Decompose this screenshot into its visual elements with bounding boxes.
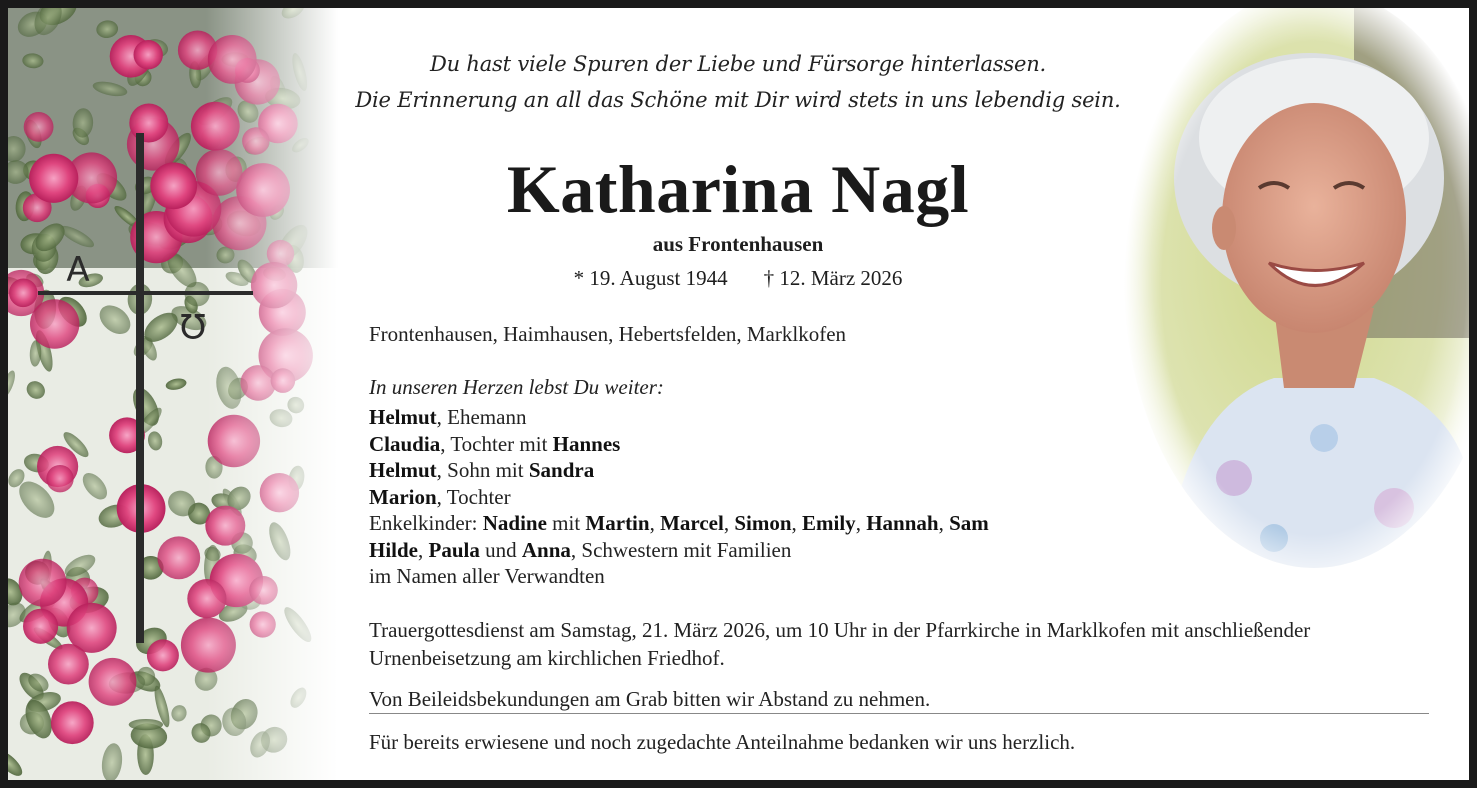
places-line: Frontenhausen, Haimhausen, Hebertsfelden, Marklkofen [369, 322, 847, 346]
quote-line-1: Du hast viele Spuren der Liebe und Fürsorge hinterlassen. [429, 52, 1047, 76]
omega-symbol: Ω [180, 305, 206, 345]
family-list [369, 404, 989, 590]
rose-cross-image [8, 8, 338, 780]
portrait-photo [1124, 8, 1469, 568]
family-line: Claudia, Tochter mit Hannes [369, 431, 621, 456]
family-intro: In unseren Herzen lebst Du weiter: [369, 375, 664, 399]
deceased-name: Katharina Nagl [506, 151, 970, 227]
thanks-note: Für bereits erwiesene und noch zugedachte Anteilnahme bedanken wir uns herzlich. [369, 730, 1076, 754]
cross-horizontal [38, 291, 253, 295]
funeral-service-info: Trauergottesdienst am Samstag, 21. März 2026, um 10 Uhr in der Pfarrkirche in Marklkofen mit anschließender Urnenbeisetzung am kirchlichen Friedhof. [369, 618, 1311, 670]
life-dates [338, 266, 1138, 291]
alpha-symbol: A [66, 250, 90, 290]
family-line-relatives: im Namen aller Verwandten [369, 564, 605, 588]
family-line: Helmut, Ehemann [369, 405, 527, 429]
birth-date: * 19. August 1944 [573, 266, 728, 290]
condolence-note: Von Beileidsbekundungen am Grab bitten wir Abstand zu nehmen. [369, 687, 931, 711]
quote-line-2: Die Erinnerung an all das Schöne mit Dir wird stets in uns lebendig sein. [355, 88, 1121, 112]
deceased-origin: aus Frontenhausen [652, 232, 824, 256]
divider [369, 713, 1429, 714]
cross-vertical [136, 133, 144, 643]
family-line-sisters: Hilde, Paula und Anna, Schwestern mit Familien [369, 537, 792, 562]
family-line: Helmut, Sohn mit Sandra [369, 458, 595, 482]
family-line-grandchildren: Enkelkinder: Nadine mit Martin, Marcel, Simon, Emily, Hannah, Sam [369, 511, 989, 535]
family-line: Marion, Tochter [369, 484, 511, 509]
death-date: † 12. März 2026 [763, 266, 903, 290]
